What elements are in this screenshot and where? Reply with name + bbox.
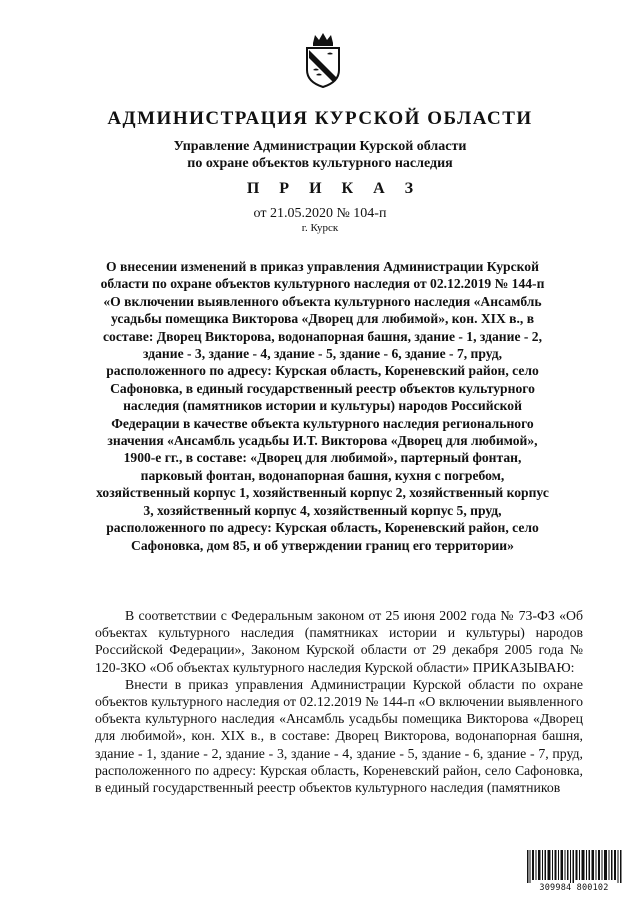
document-type: П Р И К А З	[246, 180, 422, 197]
document-body	[95, 607, 583, 796]
coat-of-arms-icon	[303, 30, 343, 88]
document-city: г. Курск	[301, 222, 339, 234]
department-line-2: по охране объектов культурного наследия	[187, 156, 453, 171]
body-paragraph-2: Внести в приказ управления Администрации Курской области по охране объектов культурного наследия от 02.12.2019 № 144-п «О включении выявленного объекта культурного наследия «Ансамбль усадьбы помещика Викторова «Дворец для любимой», кон. XIX в., в составе: Дворец Викторова, водонапорная башня, здание - 1, здание - 2, здание - 3, здание - 4, здание - 5, здание - 6, здание - 7, пруд, расположенного по адресу: Курская область, Кореневский район, село Сафоновка, в единый государственный реестр объектов культурного наследия (памятников	[95, 676, 583, 796]
document-date-number: от 21.05.2020 № 104-п	[253, 206, 387, 221]
body-paragraph-1: В соответствии с Федеральным законом от 25 июня 2002 года № 73-ФЗ «Об объектах культурного наследия (памятниках истории и культуры) народов Российской Федерации», Законом Курской области от 29 декабря 2005 года № 120-ЗКО «Об объектах культурного наследия Курской области» ПРИКАЗЫВАЮ:	[95, 608, 583, 675]
barcode-number: 309984 800102	[539, 883, 609, 893]
barcode-bars-icon	[526, 850, 622, 883]
organization-title: АДМИНИСТРАЦИЯ КУРСКОЙ ОБЛАСТИ	[107, 108, 533, 129]
department-line-1: Управление Администрации Курской области	[173, 139, 467, 154]
barcode	[526, 850, 622, 895]
department-name	[0, 138, 640, 172]
document-title: О внесении изменений в приказ управления Администрации Курской области по охране объектов культурного наследия от 02.12.2019 № 144-п «О включении выявленного объекта культурного наследия «Ансамбль усадьбы помещика Викторова «Дворец для любимой», кон. XIX в., в составе: Дворец Викторова, водонапорная башня, здание - 1, здание - 2, здание - 3, здание - 4, здание - 5, здание - 6, здание - 7, пруд, расположенного по адресу: Курская область, Кореневский район, село Сафоновка, в единый государственный реестр объектов культурного наследия (памятников истории и культуры) народов Российской Федерации в качестве объекта культурного наследия регионального значения «Ансамбль усадьбы И.Т. Викторова «Дворец для любимой», 1900-е гг., в составе: «Дворец для любимой», партерный фонтан, парковый фонтан, водонапорная башня, кухня с погребом, хозяйственный корпус 1, хозяйственный корпус 2, хозяйственный корпус 3, хозяйственный корпус 4, хозяйственный корпус 5, пруд, расположенного по адресу: Курская область, Кореневский район, село Сафоновка, дом 85, и об утверждении границ его территории»	[96, 259, 549, 553]
